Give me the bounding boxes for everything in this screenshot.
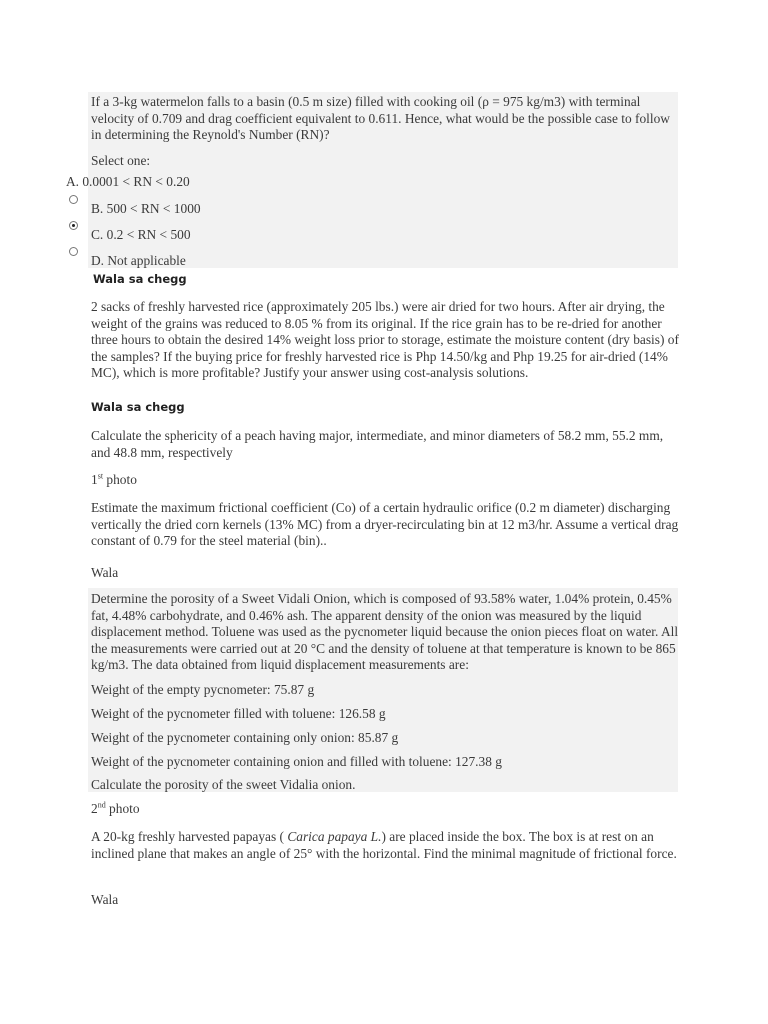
option-a[interactable]: A. 0.0001 < RN < 0.20 [66,174,190,189]
radio-option-d[interactable] [69,247,78,256]
option-c[interactable]: C. 0.2 < RN < 500 [91,227,191,242]
question-5-text: Determine the porosity of a Sweet Vidali Onion, which is composed of 93.58% water, 1.04% protein, 0.45% fat, 4.48% carbohydrate, and 0.46% ash. The apparent density of the onion was measured by the liquid displacement method. Toluene was used as the pycnometer liquid because the onion pieces float on water. All the measurements were carried out at 20 °C and the density of toluene at that temperature is known to be 865 kg/m3. The data obtained from liquid displacement measurements are: [91,591,679,672]
radio-option-c[interactable] [69,221,78,230]
weight-empty: Weight of the empty pycnometer: 75.87 g [91,682,315,697]
select-one-label: Select one: [91,153,151,168]
weight-toluene: Weight of the pycnometer filled with toluene: 126.58 g [91,706,386,721]
question-4-text: Estimate the maximum frictional coefficient (Co) of a certain hydraulic orifice (0.2 m diameter) discharging vertically the dried corn kernels (13% MC) from a dryer-recirculating bin at 12 m3/hr. Assume a vertical drag constant of 0.79 for the steel material (bin).. [91,500,679,548]
weight-onion-toluene: Weight of the pycnometer containing onion and filled with toluene: 127.38 g [91,754,502,769]
question-5-calc: Calculate the porosity of the sweet Vidalia onion. [91,777,356,792]
question-4-note: Wala [91,565,119,580]
question-3-text: Calculate the sphericity of a peach having major, intermediate, and minor diameters of 58.2 mm, 55.2 mm, and 48.8 mm, respectively [91,428,664,460]
option-b[interactable]: B. 500 < RN < 1000 [91,201,201,216]
question-3-note: 1st photo [91,471,137,487]
question-2-note: Wala sa chegg [91,400,185,414]
weight-onion: Weight of the pycnometer containing only onion: 85.87 g [91,730,399,745]
question-1-note: Wala sa chegg [93,272,187,286]
question-5-note: 2nd photo [91,800,140,816]
question-2-text: 2 sacks of freshly harvested rice (approximately 205 lbs.) were air dried for two hours. After air drying, the weight of the grains was reduced to 8.05 % from its original. If the rice grain has to be re-dried for another three hours to obtain the desired 14% weight loss prior to storage, estimate the moisture content (dry basis) of the samples? If the buying price for freshly harvested rice is Php 14.50/kg and Php 19.25 for air-dried (14% MC), which is more profitable? Justify your answer using cost-analysis solutions. [91,299,679,380]
radio-option-b[interactable] [69,195,78,204]
question-6-note: Wala [91,892,119,907]
question-1-text: If a 3-kg watermelon falls to a basin (0.5 m size) filled with cooking oil (ρ = 975 kg/m3) with terminal velocity of 0.709 and drag coefficient equivalent to 0.611. Hence, what would be the possible case to follow in determining the Reynold's Number (RN)? [91,94,670,142]
question-6-text: A 20-kg freshly harvested papayas ( Carica papaya L.) are placed inside the box. The box is at rest on an inclined plane that makes an angle of 25° with the horizontal. Find the minimal magnitude of frictional force. [91,829,677,861]
option-d[interactable]: D. Not applicable [91,253,186,268]
